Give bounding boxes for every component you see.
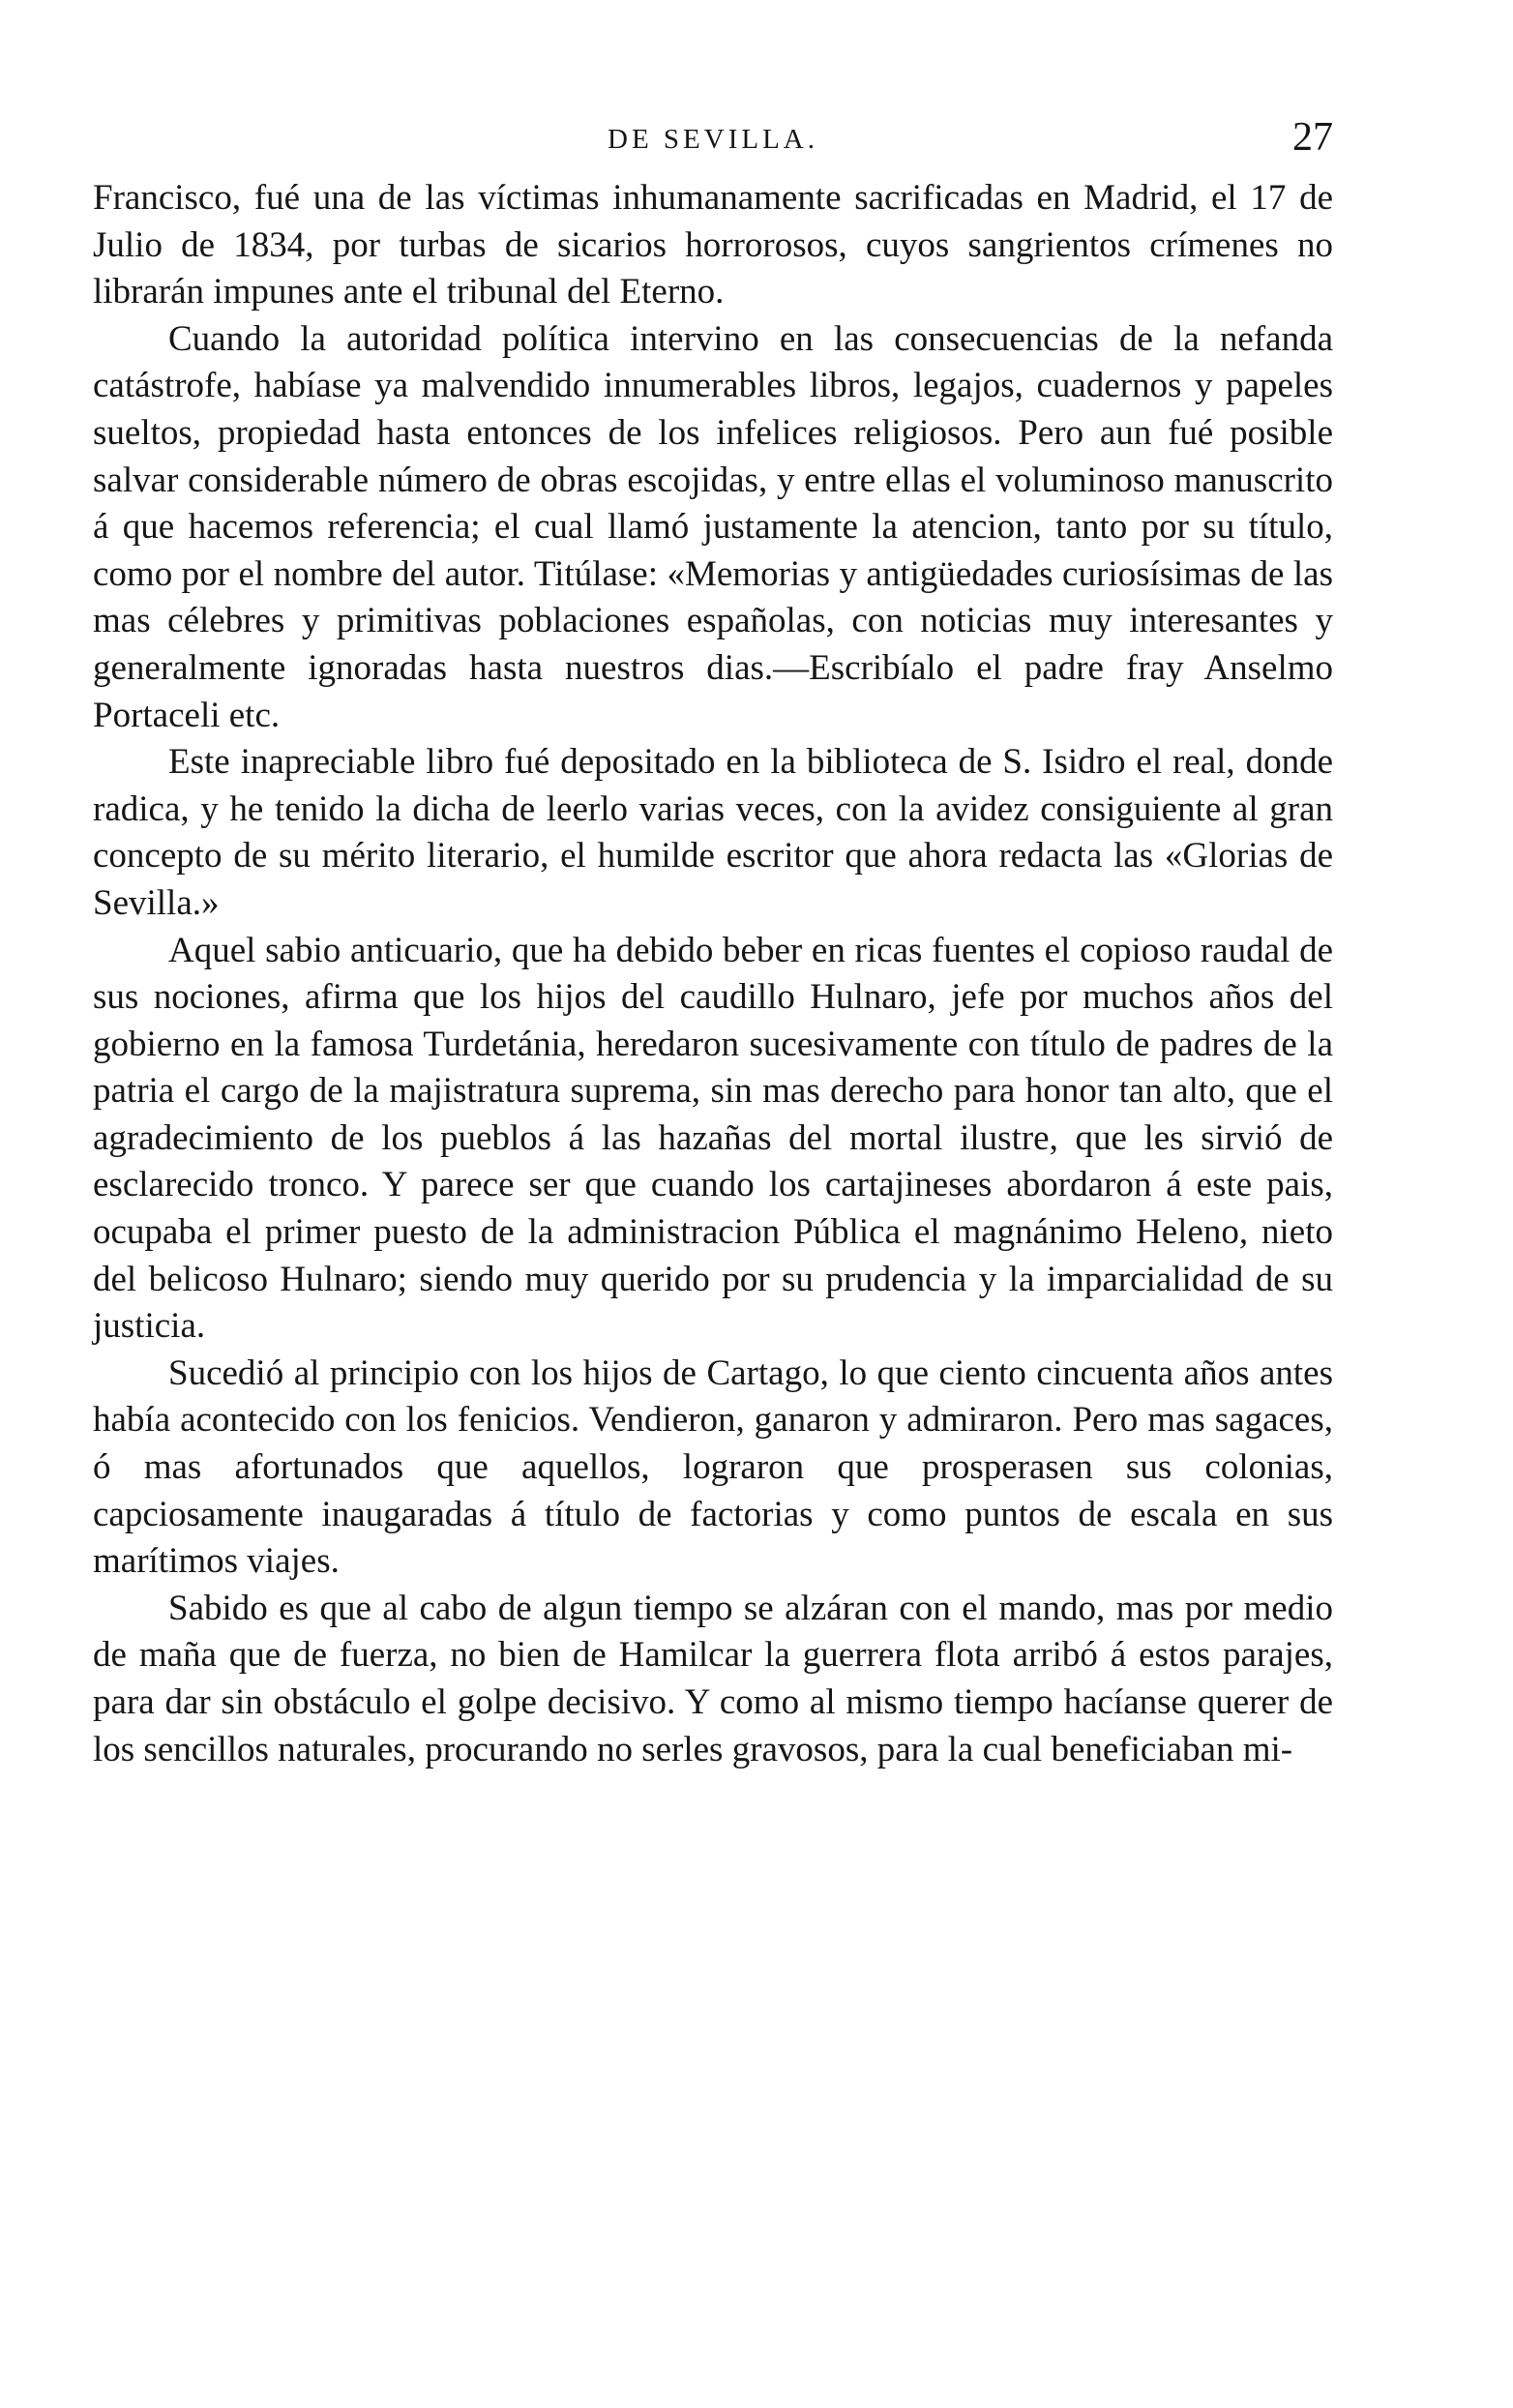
body-text	[93, 175, 1333, 1773]
paragraph: Cuando la autoridad política intervino en las consecuencias de la nefanda catástrofe, habíase ya malvendido innumerables libros, legajos, cuadernos y papeles sueltos, propiedad hasta entonces de los infelices religiosos. Pero aun fué posible salvar considerable número de obras escojidas, y entre ellas el voluminoso manuscrito á que hacemos referencia; el cual llamó justamente la atencion, tanto por su título, como por el nombre del autor. Titúlase: «Memorias y antigüedades curiosísimas de las mas célebres y primitivas poblaciones españolas, con noticias muy interesantes y generalmente ignoradas hasta nuestros dias.—Escribíalo el padre fray Anselmo Portaceli etc.	[93, 318, 1333, 735]
running-title: DE SEVILLA.	[608, 124, 818, 155]
paragraph: Francisco, fué una de las víctimas inhumanamente sacrificadas en Madrid, el 17 de Julio de 1834, por turbas de sicarios horrorosos, cuyos sangrientos crímenes no librarán impunes ante el tribunal del Eterno.	[93, 178, 1333, 312]
paragraph: Sucedió al principio con los hijos de Cartago, lo que ciento cincuenta años antes había acontecido con los fenicios. Vendieron, ganaron y admiraron. Pero mas sagaces, ó mas afortunados que aquellos, lograron que prosperasen sus colonias, capciosamente inaugaradas á título de factorias y como puntos de escala en sus marítimos viajes.	[93, 1353, 1333, 1582]
page-header	[93, 114, 1333, 163]
paragraph: Este inapreciable libro fué depositado en la biblioteca de S. Isidro el real, donde radica, y he tenido la dicha de leerlo varias veces, con la avidez consiguiente al gran concepto de su mérito literario, el humilde escritor que ahora redacta las «Glorias de Sevilla.»	[93, 742, 1333, 923]
page-number: 27	[1292, 115, 1333, 160]
paragraph: Aquel sabio anticuario, que ha debido beber en ricas fuentes el copioso raudal de sus nociones, afirma que los hijos del caudillo Hulnaro, jefe por muchos años del gobierno en la famosa Turdetánia, heredaron sucesivamente con título de padres de la patria el cargo de la majistratura suprema, sin mas derecho para honor tan alto, que el agradecimiento de los pueblos á las hazañas del mortal ilustre, que les sirvió de esclarecido tronco. Y parece ser que cuando los cartajineses abordaron á este pais, ocupaba el primer puesto de la administracion Pública el magnánimo Heleno, nieto del belicoso Hulnaro; siendo muy querido por su prudencia y la imparcialidad de su justicia.	[93, 930, 1333, 1347]
paragraph: Sabido es que al cabo de algun tiempo se alzáran con el mando, mas por medio de maña que de fuerza, no bien de Hamilcar la guerrera flota arribó á estos parajes, para dar sin obstáculo el golpe decisivo. Y como al mismo tiempo hacíanse querer de los sencillos naturales, procurando no serles gravosos, para la cual beneficiaban mi-	[93, 1588, 1333, 1769]
